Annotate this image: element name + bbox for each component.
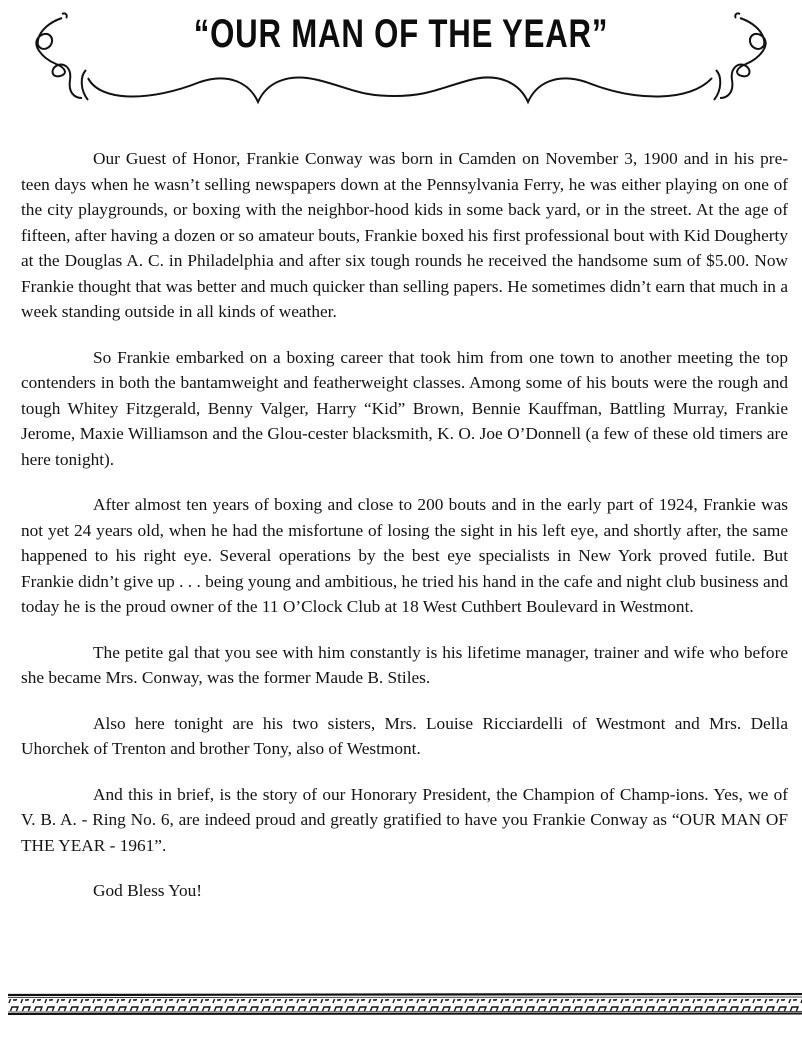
paragraph-boxing-career: So Frankie embarked on a boxing career that took him from one town to another meeting the top contenders in both the bantamweight and featherweight classes. Among some of his bouts were the rough and tough Whitey Fitzgerald, Benny Valger, Harry “Kid” Brown, Bennie Kauffman, Battling Murray, Frankie Jerome, Maxie Williamson and the Glou-cester blacksmith, K. O. Joe O’Donnell (a few of these old timers are here tonight).	[21, 347, 788, 469]
paragraph-blindness-and-business: After almost ten years of boxing and close to 200 bouts and in the early part of 1924, Frankie was not yet 24 years old, when he had the misfortune of losing the sight in his left eye, and shortly after, the same happened to his right eye. Several operations by the best eye specialists in New York proved futile. But Frankie didn’t give up . . . being young and ambitious, he tried his hand in the cafe and night club business and today he is the proud owner of the 11 O’Clock Club at 18 West Cuthbert Boulevard in Westmont.	[21, 495, 788, 616]
paragraph-wife: The petite gal that you see with him constantly is his lifetime manager, trainer and wife who before she became Mrs. Conway, was the former Maude B. Stiles.	[21, 642, 788, 687]
paragraph-family: Also here tonight are his two sisters, Mrs. Louise Ricciardelli of Westmont and Mrs. Della Uhorchek of Trenton and brother Tony, also of Westmont.	[21, 713, 788, 758]
document-title: “OUR MAN OF THE YEAR”	[193, 12, 609, 56]
closing-line: God Bless You!	[93, 881, 202, 900]
paragraph-honorary-president: And this in brief, is the story of our Honorary President, the Champion of Champ-ions. Yes, we of V. B. A. - Ring No. 6, are indeed proud and greatly gratified to have you Frankie Conway as “OUR MAN OF THE YEAR - 1961”.	[21, 784, 788, 855]
title-banner	[0, 0, 802, 112]
article-body	[21, 146, 788, 924]
greek-key-border-icon	[8, 993, 802, 1015]
paragraph-birth-and-early-career: Our Guest of Honor, Frankie Conway was born in Camden on November 3, 1900 and in his pre-teen days when he wasn’t selling newspapers down at the Pennsylvania Ferry, he was either playing on one of the city playgrounds, or boxing with the neighbor-hood kids in some back yard, or in the street. At the age of fifteen, after having a dozen or so amateur bouts, Frankie boxed his first professional bout with Kid Dougherty at the Douglas A. C. in Philadelphia and after six tough rounds he received the handsome sum of $5.00. Now Frankie thought that was better and much quicker than selling papers. He sometimes didn’t earn that much in a week standing outside in all kinds of weather.	[21, 149, 788, 321]
